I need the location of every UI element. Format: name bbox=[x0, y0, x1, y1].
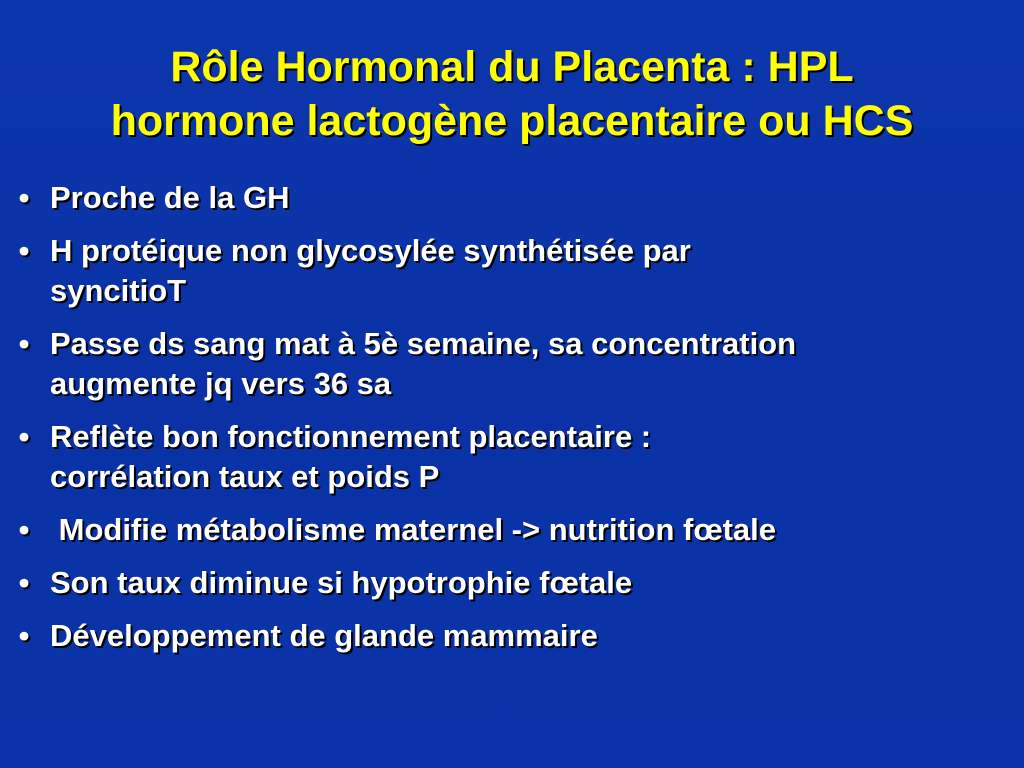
bullet-text: H protéique non glycosylée synthétisée par syncitioT bbox=[50, 233, 691, 308]
bullet-text: Proche de la GH bbox=[50, 180, 290, 215]
bullet-item bbox=[0, 510, 1024, 550]
bullet-item bbox=[0, 417, 1024, 497]
bullet-item bbox=[0, 563, 1024, 603]
bullet-item bbox=[0, 324, 1024, 404]
slide-title-line-1: Rôle Hormonal du Placenta : HPL bbox=[170, 43, 854, 91]
bullet-icon: • bbox=[18, 565, 30, 600]
bullet-text: Passe ds sang mat à 5è semaine, sa concentration augmente jq vers 36 sa bbox=[50, 326, 797, 401]
bullet-text: Reflète bon fonctionnement placentaire : corrélation taux et poids P bbox=[50, 419, 652, 494]
slide-title-line-2: hormone lactogène placentaire ou HCS bbox=[110, 97, 914, 145]
bullet-icon: • bbox=[18, 618, 30, 653]
bullet-text: Développement de glande mammaire bbox=[50, 618, 598, 653]
bullet-icon: • bbox=[18, 512, 30, 547]
slide-title bbox=[0, 40, 1024, 148]
bullet-text: Son taux diminue si hypotrophie fœtale bbox=[50, 565, 633, 600]
bullet-icon: • bbox=[18, 419, 30, 454]
bullet-icon: • bbox=[18, 326, 30, 361]
bullet-icon: • bbox=[18, 180, 30, 215]
bullet-item bbox=[0, 616, 1024, 656]
bullet-text: Modifie métabolisme maternel -> nutrition fœtale bbox=[50, 512, 777, 547]
bullet-list bbox=[0, 178, 1024, 669]
bullet-item bbox=[0, 178, 1024, 218]
bullet-item bbox=[0, 231, 1024, 311]
bullet-icon: • bbox=[18, 233, 30, 268]
